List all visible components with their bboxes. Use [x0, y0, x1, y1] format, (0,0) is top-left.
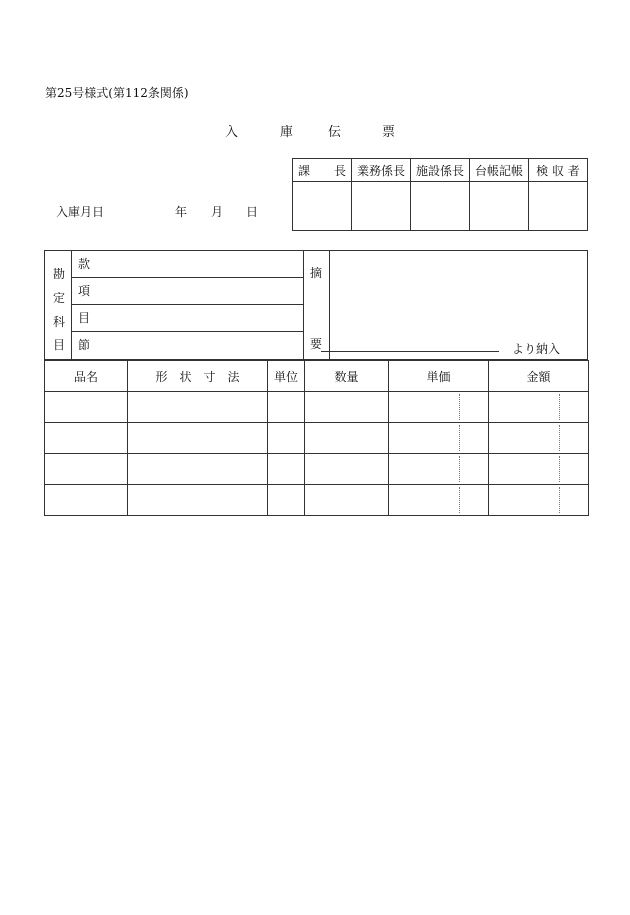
decimal-divider [459, 456, 460, 482]
cell[interactable] [45, 423, 128, 454]
cell[interactable] [268, 485, 305, 516]
approval-header-facilities-chief: 施設係長 [411, 159, 470, 182]
account-row-kan[interactable]: 款 [71, 251, 303, 278]
summary-label-char: 摘 [310, 266, 323, 280]
cell[interactable] [128, 392, 268, 423]
cell[interactable] [128, 485, 268, 516]
decimal-divider [559, 425, 560, 451]
cell[interactable] [305, 392, 389, 423]
approval-header-inspector: 検 収 者 [529, 159, 588, 182]
cell[interactable] [489, 423, 589, 454]
items-table [44, 360, 589, 516]
table-row [45, 454, 589, 485]
cell[interactable] [268, 392, 305, 423]
cell[interactable] [389, 485, 489, 516]
year-label: 年 [175, 205, 188, 219]
title-char-2: 庫 [280, 125, 294, 140]
cell[interactable] [305, 454, 389, 485]
supplier-line[interactable] [321, 351, 499, 352]
decimal-divider [559, 487, 560, 513]
account-block [44, 250, 588, 360]
header-amount: 金額 [489, 361, 589, 392]
cell[interactable] [489, 392, 589, 423]
title-char-3: 伝 [328, 125, 342, 140]
header-quantity: 数量 [305, 361, 389, 392]
account-label-char: 定 [53, 291, 66, 305]
day-label: 日 [246, 205, 259, 219]
cell[interactable] [305, 485, 389, 516]
decimal-divider [559, 394, 560, 420]
cell[interactable] [389, 423, 489, 454]
cell[interactable] [128, 423, 268, 454]
table-row [45, 392, 589, 423]
cell[interactable] [389, 454, 489, 485]
approval-header-ledger-entry: 台帳記帳 [470, 159, 529, 182]
cell[interactable] [45, 485, 128, 516]
cell[interactable] [268, 454, 305, 485]
approval-header-section-chief: 課 長 [293, 159, 352, 182]
approval-stamp-table [292, 158, 588, 231]
stamp-cell[interactable] [352, 182, 411, 231]
summary-label-column [303, 251, 330, 359]
decimal-divider [459, 425, 460, 451]
receipt-date-label: 入庫月日 [56, 205, 105, 219]
approval-header-operations-chief: 業務係長 [352, 159, 411, 182]
decimal-divider [559, 456, 560, 482]
cell[interactable] [45, 454, 128, 485]
header-shape-dimensions: 形 状 寸 法 [128, 361, 268, 392]
account-row-kou[interactable]: 項 [71, 278, 303, 305]
stamp-cell[interactable] [470, 182, 529, 231]
account-rows [71, 251, 304, 359]
cell[interactable] [45, 392, 128, 423]
stamp-cell[interactable] [411, 182, 470, 231]
header-unit: 単位 [268, 361, 305, 392]
account-label-char: 科 [53, 315, 66, 329]
account-label-column [45, 251, 72, 359]
title-char-4: 票 [382, 125, 396, 140]
delivery-suffix: より納入 [512, 342, 561, 356]
header-item-name: 品名 [45, 361, 128, 392]
decimal-divider [459, 394, 460, 420]
month-label: 月 [211, 205, 224, 219]
stamp-cell[interactable] [529, 182, 588, 231]
cell[interactable] [489, 485, 589, 516]
cell[interactable] [389, 392, 489, 423]
table-row [45, 485, 589, 516]
cell[interactable] [268, 423, 305, 454]
summary-label-char: 要 [310, 337, 323, 351]
decimal-divider [459, 487, 460, 513]
header-unit-price: 単価 [389, 361, 489, 392]
title-char-1: 入 [225, 125, 239, 140]
stamp-cell[interactable] [293, 182, 352, 231]
account-row-moku[interactable]: 目 [71, 305, 303, 332]
form-number: 第25号様式(第112条関係) [45, 86, 189, 100]
account-label-char: 勘 [53, 267, 66, 281]
cell[interactable] [128, 454, 268, 485]
cell[interactable] [305, 423, 389, 454]
account-row-setsu[interactable]: 節 [78, 338, 91, 352]
table-row [45, 423, 589, 454]
cell[interactable] [489, 454, 589, 485]
account-label-char: 目 [53, 338, 66, 352]
